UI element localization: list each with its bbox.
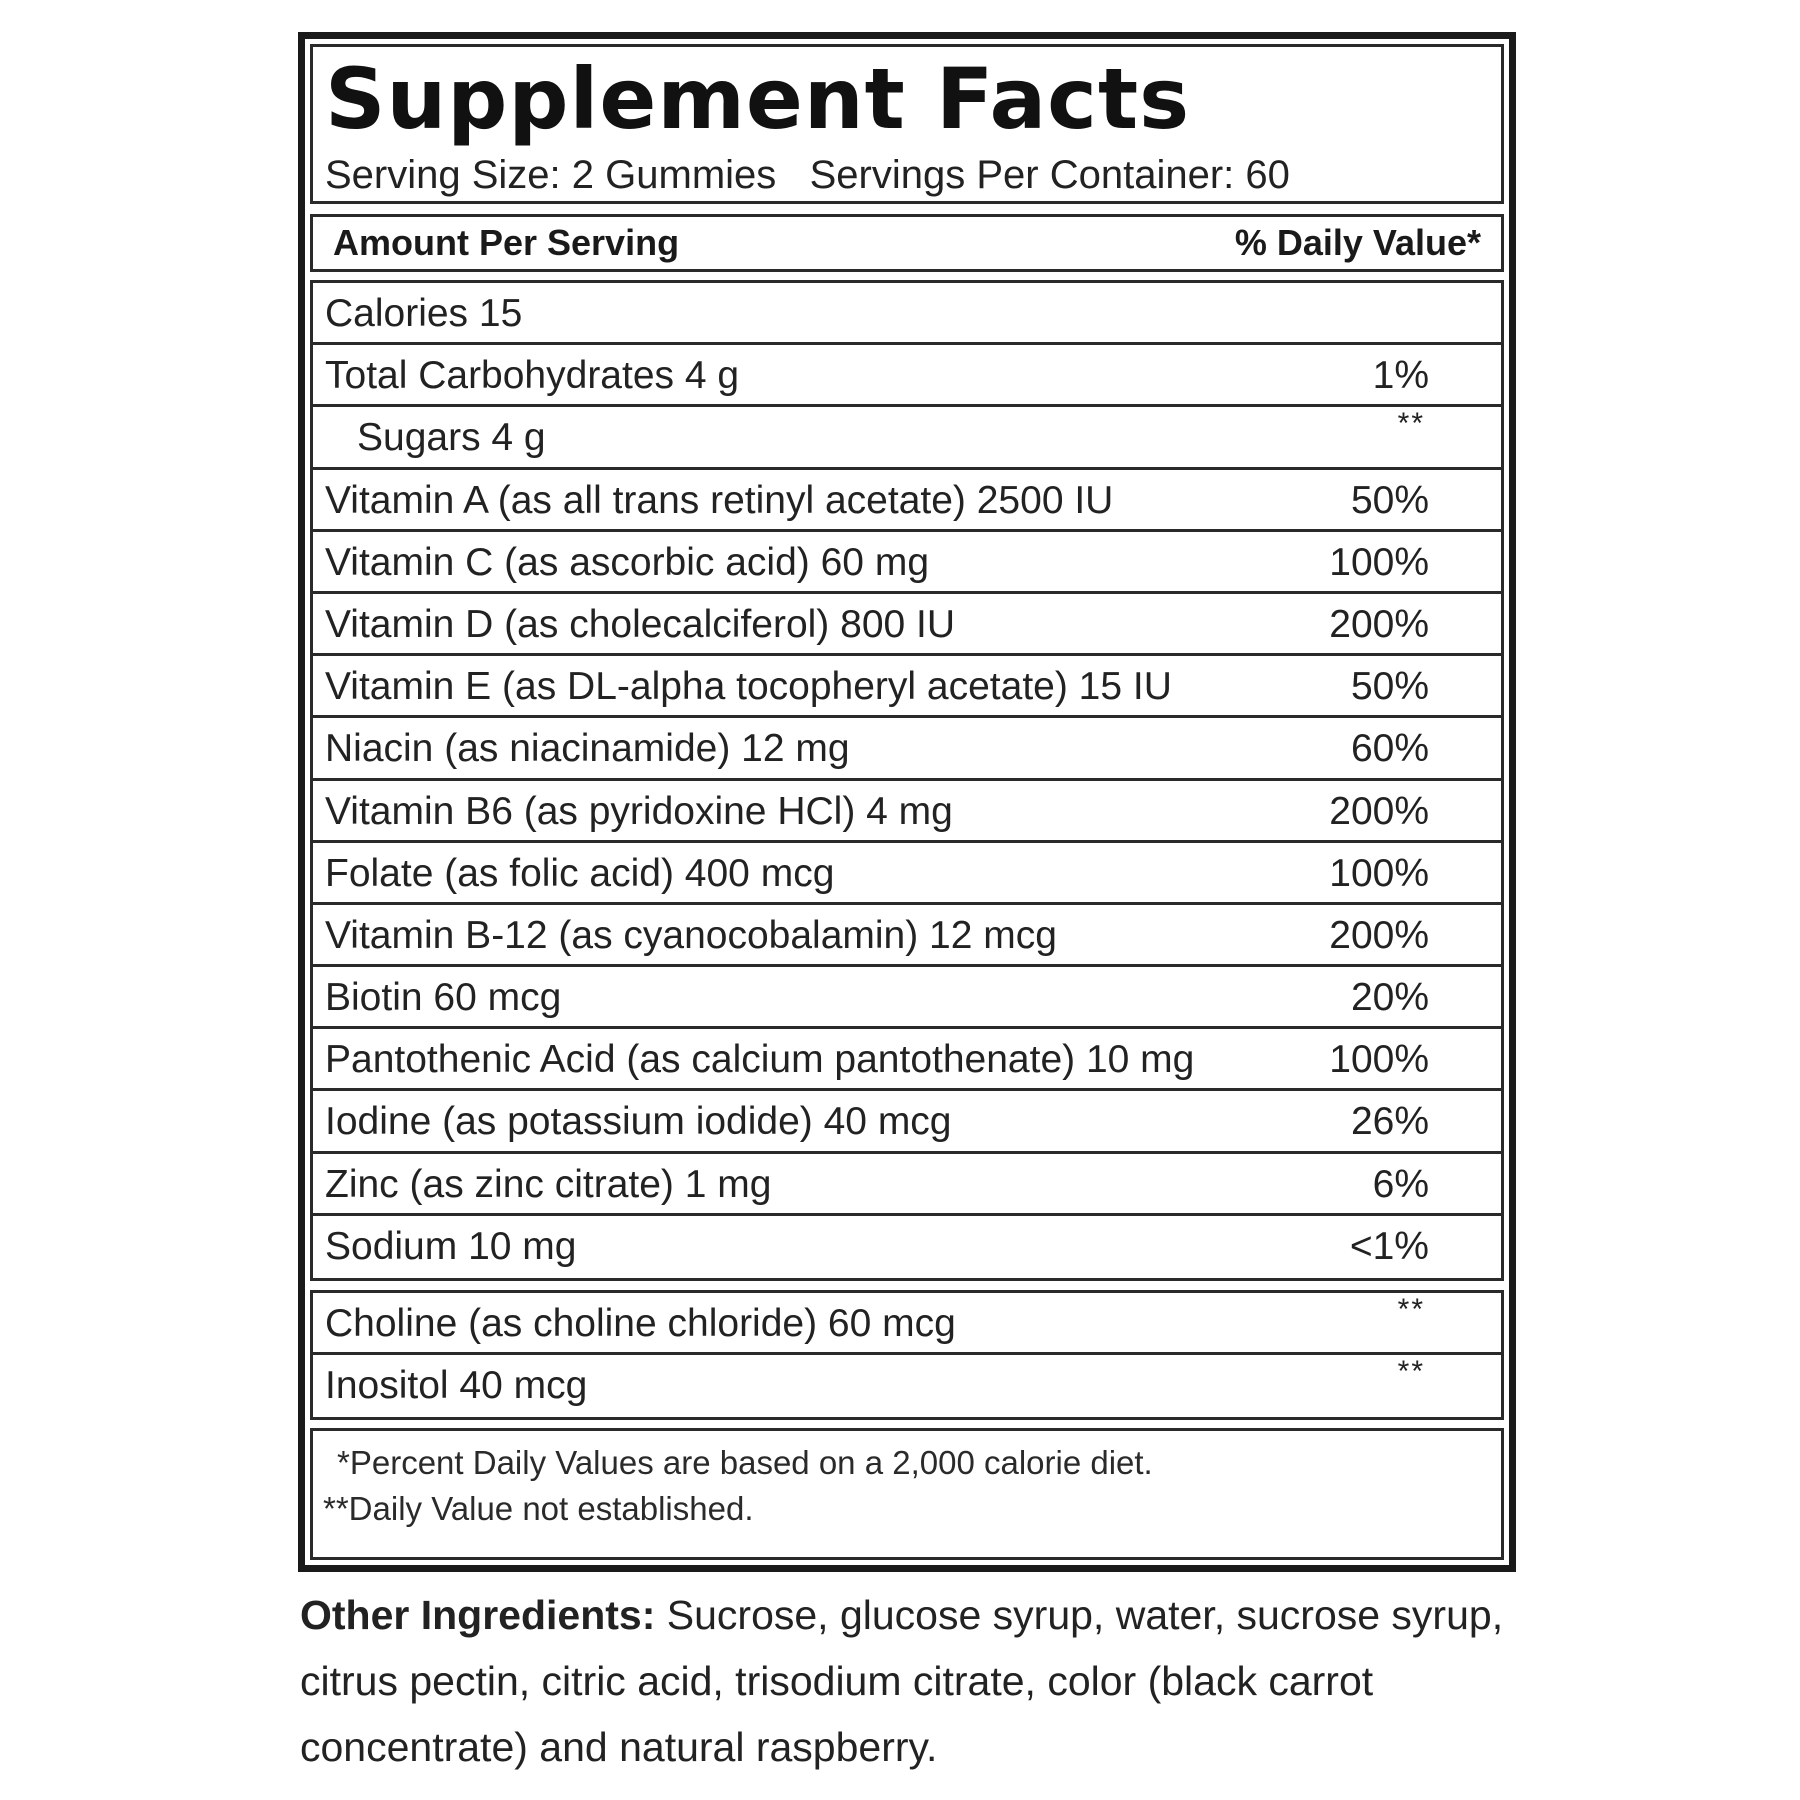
- title-box: [310, 44, 1504, 204]
- nutrient-name: Niacin (as niacinamide) 12 mg: [325, 727, 850, 771]
- nutrient-name: Inositol 40 mcg: [325, 1364, 588, 1408]
- daily-value: 200%: [1329, 913, 1429, 957]
- table-row: [313, 1091, 1501, 1153]
- daily-value: 100%: [1329, 540, 1429, 584]
- daily-value: 6%: [1372, 1162, 1429, 1206]
- nutrient-name: Folate (as folic acid) 400 mcg: [325, 851, 835, 895]
- nutrient-name: Vitamin B6 (as pyridoxine HCl) 4 mg: [325, 789, 953, 833]
- daily-value: 50%: [1350, 665, 1429, 709]
- other-ingredients-label: Other Ingredients:: [300, 1592, 656, 1638]
- panel-title: Supplement Facts: [325, 50, 1191, 148]
- table-row: [313, 1355, 1501, 1417]
- table-row: [313, 407, 1501, 469]
- table-row: [313, 1216, 1501, 1278]
- table-row: [313, 345, 1501, 407]
- nutrient-name: Total Carbohydrates 4 g: [325, 354, 740, 398]
- nutrient-name: Vitamin D (as cholecalciferol) 800 IU: [325, 602, 956, 646]
- table-row: [313, 1029, 1501, 1091]
- nutrient-table: [310, 280, 1504, 1281]
- supplement-facts-panel: [298, 32, 1516, 1572]
- footnote-percent-daily-value: *Percent Daily Values are based on a 2,000 calorie diet.: [337, 1444, 1153, 1481]
- nutrient-name: Vitamin E (as DL-alpha tocopheryl acetate) 15 IU: [325, 665, 1172, 709]
- column-header-box: [310, 214, 1504, 272]
- amount-per-serving-header: Amount Per Serving: [333, 222, 680, 263]
- serving-size: Serving Size: 2 Gummies: [325, 153, 777, 197]
- table-row: [313, 718, 1501, 780]
- nutrient-name: Biotin 60 mcg: [325, 976, 562, 1020]
- daily-value: **: [1397, 1293, 1425, 1326]
- daily-value: <1%: [1349, 1224, 1429, 1268]
- nutrient-name: Sodium 10 mg: [325, 1224, 577, 1268]
- daily-value: 60%: [1350, 727, 1429, 771]
- table-row: [313, 532, 1501, 594]
- nutrient-name: Pantothenic Acid (as calcium pantothenate) 10 mg: [325, 1038, 1195, 1082]
- daily-value: 100%: [1329, 851, 1429, 895]
- other-ingredients-text: Sucrose, glucose syrup, water, sucrose syrup, citrus pectin, citric acid, trisodium citrate, color (black carrot concentrate) and natural raspberry.: [300, 1592, 1504, 1770]
- table-row: [313, 1154, 1501, 1216]
- servings-per-container: Servings Per Container: 60: [809, 153, 1290, 197]
- table-row: [313, 656, 1501, 718]
- nutrient-name: Sugars 4 g: [357, 416, 546, 460]
- daily-value: 100%: [1329, 1038, 1429, 1082]
- nutrient-name: Vitamin B-12 (as cyanocobalamin) 12 mcg: [325, 913, 1057, 957]
- table-row: [313, 1293, 1501, 1355]
- nutrient-name: Iodine (as potassium iodide) 40 mcg: [325, 1100, 952, 1144]
- daily-value: **: [1397, 407, 1425, 441]
- daily-value-header: % Daily Value*: [1234, 222, 1481, 263]
- daily-value: 200%: [1329, 602, 1429, 646]
- table-row: [313, 843, 1501, 905]
- daily-value: 26%: [1350, 1100, 1429, 1144]
- footnote-not-established: **Daily Value not established.: [323, 1490, 754, 1527]
- daily-value: 1%: [1372, 354, 1429, 398]
- table-row: [313, 781, 1501, 843]
- nutrient-name: Choline (as choline chloride) 60 mcg: [325, 1302, 956, 1345]
- nutrient-name: Vitamin C (as ascorbic acid) 60 mg: [325, 540, 930, 584]
- table-row: [313, 470, 1501, 532]
- table-row: [313, 967, 1501, 1029]
- serving-info: [325, 151, 1290, 199]
- daily-value: 50%: [1350, 478, 1429, 522]
- other-ingredients: [300, 1582, 1560, 1780]
- nutrient-name: Zinc (as zinc citrate) 1 mg: [325, 1162, 772, 1206]
- table-row: [313, 283, 1501, 345]
- other-nutrient-table: [310, 1290, 1504, 1420]
- nutrient-name: Calories 15: [325, 292, 523, 335]
- table-row: [313, 905, 1501, 967]
- daily-value: 200%: [1329, 789, 1429, 833]
- nutrient-name: Vitamin A (as all trans retinyl acetate) 2500 IU: [325, 478, 1114, 522]
- daily-value: 20%: [1350, 976, 1429, 1020]
- daily-value: **: [1397, 1355, 1425, 1389]
- footnote-box: [310, 1428, 1504, 1560]
- table-row: [313, 594, 1501, 656]
